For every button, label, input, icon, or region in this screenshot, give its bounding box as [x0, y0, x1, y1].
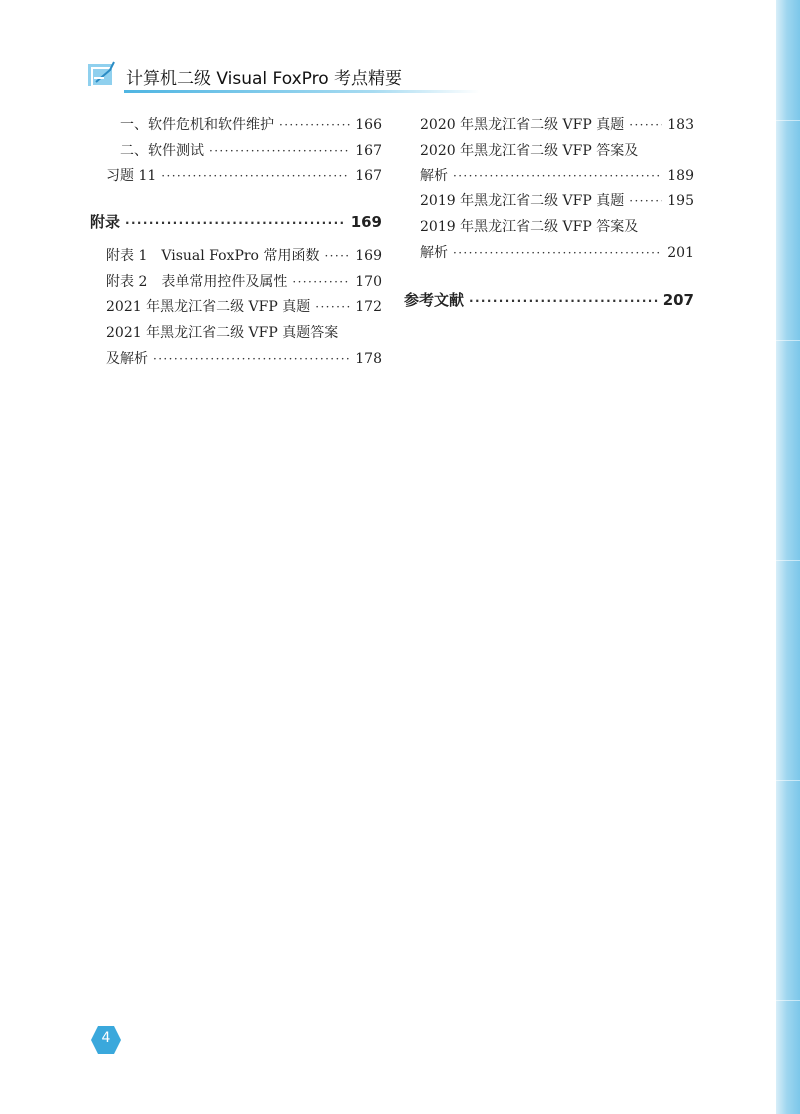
leader-dots: [209, 144, 350, 158]
page-number: 4: [101, 1030, 111, 1046]
toc-entry[interactable]: [420, 242, 694, 266]
leader-dots: [315, 300, 350, 314]
leader-dots: [125, 216, 346, 230]
toc-entry[interactable]: [106, 296, 382, 320]
side-decoration-stripe: [776, 0, 800, 1114]
toc-entry[interactable]: [420, 114, 694, 138]
toc-entry-title: 一、软件危机和软件维护: [120, 117, 274, 133]
leader-dots: [453, 246, 662, 260]
toc-entry-title: 附表 2 表单常用控件及属性: [106, 274, 288, 290]
toc-entry-page: 178: [355, 351, 382, 367]
toc-chapter-page: 207: [662, 291, 694, 309]
toc-entry[interactable]: [106, 348, 382, 372]
toc-entry-page: 166: [355, 117, 382, 133]
toc-entry[interactable]: [120, 114, 382, 138]
leader-dots: [469, 294, 658, 308]
leader-dots: [453, 169, 662, 183]
header-title: 计算机二级 Visual FoxPro 考点精要: [126, 69, 403, 89]
toc-entry-page: 183: [667, 117, 694, 133]
toc-entry-title: 解析: [420, 245, 448, 261]
toc-entry-title: 二、软件测试: [120, 143, 204, 159]
toc-entry-page: 189: [667, 168, 694, 184]
leader-dots: [629, 194, 662, 208]
toc-chapter-title: 附录: [90, 213, 121, 231]
toc-entry-title: 及解析: [106, 351, 148, 367]
leader-dots: [292, 275, 350, 289]
toc-chapter-title: 参考文献: [404, 291, 465, 309]
leader-dots: [629, 118, 662, 132]
page-number-badge: [90, 1025, 122, 1055]
toc-chapter-appendix[interactable]: [90, 211, 382, 235]
toc-entry-title: 2021 年黑龙江省二级 VFP 真题: [106, 299, 311, 315]
toc-entry-title: 2020 年黑龙江省二级 VFP 真题: [420, 117, 625, 133]
toc-entry-title: 习题 11: [106, 168, 157, 184]
toc-entry-title-line1[interactable]: 2020 年黑龙江省二级 VFP 答案及: [420, 143, 639, 159]
toc-entry-page: 169: [355, 248, 382, 264]
toc-entry-title-line1[interactable]: 2019 年黑龙江省二级 VFP 答案及: [420, 219, 639, 235]
toc-entry-page: 170: [355, 274, 382, 290]
toc-entry-page: 167: [355, 143, 382, 159]
toc-entry[interactable]: [420, 190, 694, 214]
toc-entry[interactable]: [106, 271, 382, 295]
toc-entry-page: 195: [667, 193, 694, 209]
toc-entry-page: 167: [355, 168, 382, 184]
toc-entry[interactable]: [106, 165, 382, 189]
toc-entry[interactable]: [106, 245, 382, 269]
toc-entry-title-line1[interactable]: 2021 年黑龙江省二级 VFP 真题答案: [106, 325, 339, 341]
toc-entry-page: 201: [667, 245, 694, 261]
leader-dots: [279, 118, 350, 132]
toc-chapter-references[interactable]: [404, 289, 694, 313]
toc-entry-title: 附表 1 Visual FoxPro 常用函数: [106, 248, 320, 264]
toc-entry-page: 172: [355, 299, 382, 315]
toc-chapter-page: 169: [350, 213, 382, 231]
book-logo-icon: [86, 58, 122, 90]
toc-entry-title: 2019 年黑龙江省二级 VFP 真题: [420, 193, 625, 209]
leader-dots: [324, 249, 350, 263]
leader-dots: [161, 169, 350, 183]
header-rule: [124, 90, 480, 93]
leader-dots: [153, 352, 350, 366]
toc-entry-title: 解析: [420, 168, 448, 184]
toc-entry[interactable]: [120, 140, 382, 164]
toc-entry[interactable]: [420, 165, 694, 189]
